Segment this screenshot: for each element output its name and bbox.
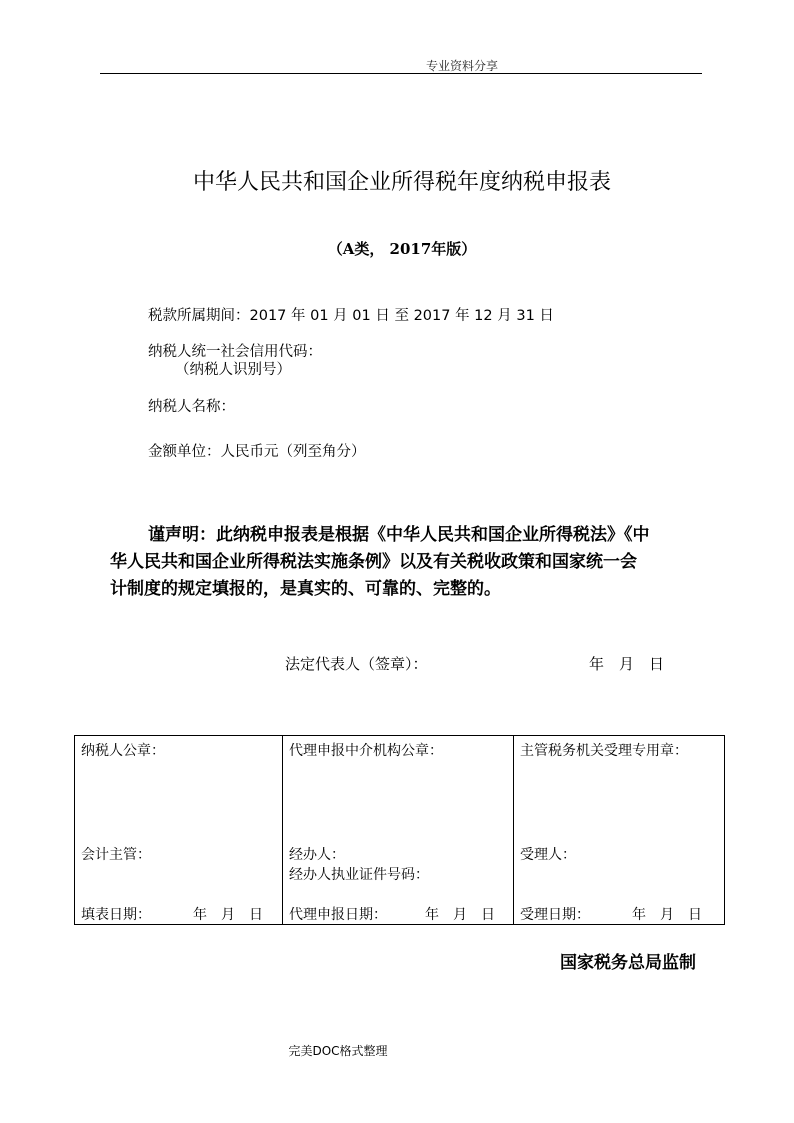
taxpayer-name-field: 纳税人名称： <box>148 399 235 415</box>
fill-date-label: 填表日期： <box>81 907 151 923</box>
taxpayer-seal-cell <box>75 736 283 925</box>
statement-line: 华人民共和国企业所得税法实施条例》以及有关税收政策和国家统一会 <box>110 552 637 572</box>
agency-seal-label: 代理申报中介机构公章： <box>289 743 443 759</box>
statement-line: 计制度的规定填报的，是真实的、可靠的、完整的。 <box>110 579 501 599</box>
agency-seal-cell <box>283 736 514 925</box>
page-footer: 完美DOC格式整理 <box>288 1044 388 1058</box>
taxpayer-id-label: （纳税人识别号） <box>175 362 291 378</box>
tax-period-field: 税款所属期间：2017 年 01 月 01 日 至 2017 年 12 月 31 日 <box>148 308 554 324</box>
page-header: 专业资料分享 <box>425 59 498 73</box>
legal-rep-signature-date: 年 月 日 <box>589 655 665 673</box>
currency-unit-field: 金额单位：人民币元（列至角分） <box>148 444 366 460</box>
supervising-authority: 国家税务总局监制 <box>560 953 696 973</box>
form-subtitle: （A类， 2017年版） <box>327 240 477 258</box>
fill-date-value: 年 月 日 <box>193 907 263 923</box>
tax-authority-seal-cell <box>514 736 725 925</box>
accounting-supervisor-label: 会计主管： <box>81 847 151 863</box>
statement-line: 谨声明：此纳税申报表是根据《中华人民共和国企业所得税法》《中 <box>148 525 650 545</box>
credit-code-field: 纳税人统一社会信用代码： <box>148 344 322 360</box>
legal-rep-signature-label: 法定代表人（签章）： <box>285 655 428 673</box>
stamp-table <box>74 735 725 925</box>
header-divider <box>100 73 702 74</box>
handler-license-label: 经办人执业证件号码： <box>289 867 429 883</box>
declaration-statement <box>110 522 700 603</box>
receipt-date-label: 受理日期： <box>520 907 590 923</box>
taxpayer-seal-label: 纳税人公章： <box>81 743 165 759</box>
handler-label: 经办人： <box>289 847 345 863</box>
receipt-date-value: 年 月 日 <box>632 907 702 923</box>
form-title: 中华人民共和国企业所得税年度纳税申报表 <box>192 170 611 195</box>
agency-date-value: 年 月 日 <box>425 907 495 923</box>
agency-date-label: 代理申报日期： <box>289 907 387 923</box>
tax-authority-seal-label: 主管税务机关受理专用章： <box>520 743 688 759</box>
receiver-label: 受理人： <box>520 847 576 863</box>
